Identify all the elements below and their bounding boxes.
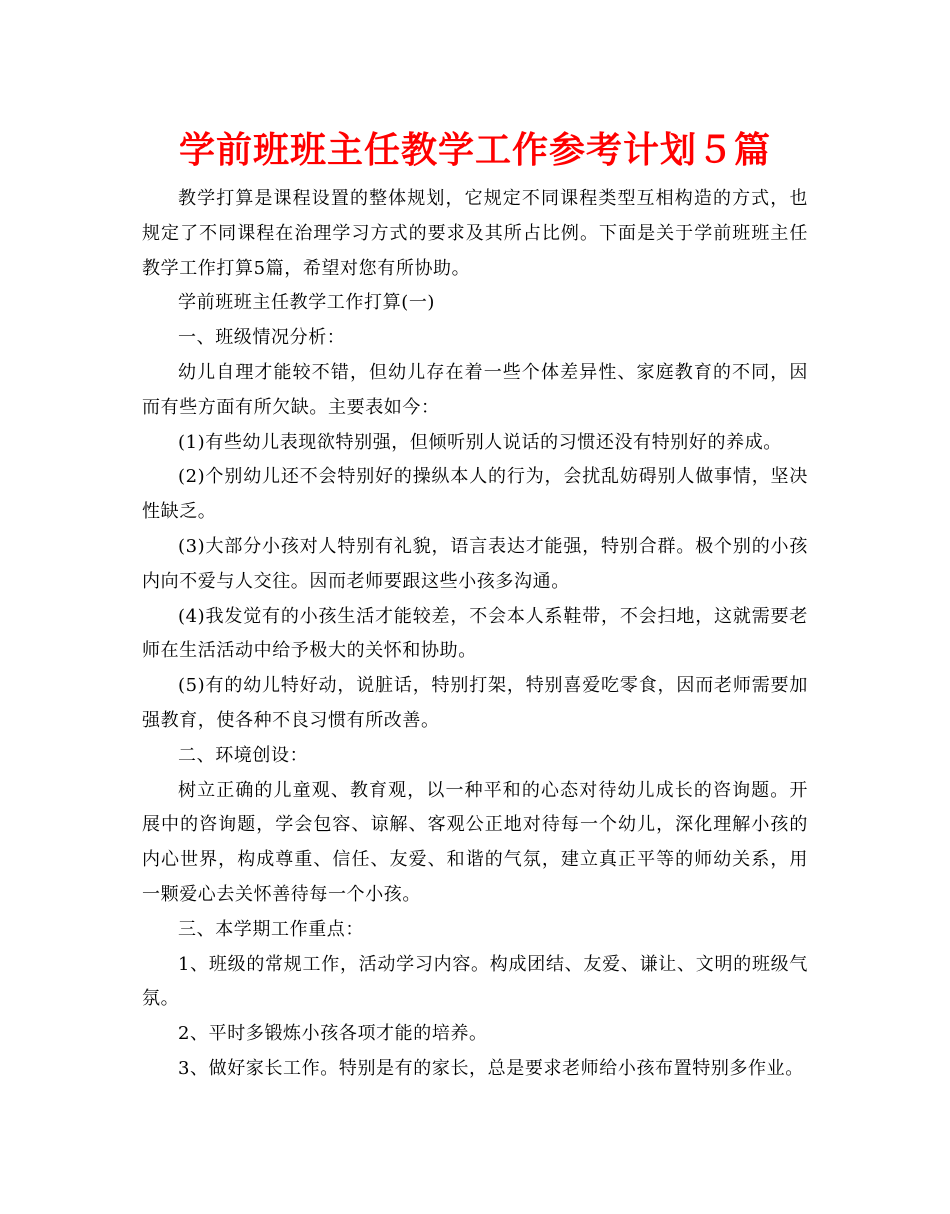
focus-item-3: 3、做好家长工作。特别是有的家长，总是要求老师给小孩布置特别多作业。 <box>178 1057 804 1079</box>
document-body <box>142 182 808 1087</box>
section-heading-environment: 二、环境创设： <box>178 744 309 766</box>
list-item-3: (3)大部分小孩对人特别有礼貌，语言表达才能强，特别合群。极个别的小孩内向不爱与人交往。因而老师要跟这些小孩多沟通。 <box>142 535 808 592</box>
focus-item-2: 2、平时多锻炼小孩各项才能的培养。 <box>178 1023 488 1045</box>
section-heading-focus: 三、本学期工作重点： <box>178 918 364 940</box>
paragraph-class-analysis: 幼儿自理才能较不错，但幼儿存在着一些个体差异性、家庭教育的不同，因而有些方面有所欠缺。主要表如今： <box>142 361 808 418</box>
paragraph-intro: 教学打算是课程设置的整体规划，它规定不同课程类型互相构造的方式，也规定了不同课程在治理学习方式的要求及其所占比例。下面是关于学前班班主任教学工作打算5篇，希望对您有所协助。 <box>142 188 808 279</box>
focus-item-1: 1、班级的常规工作，活动学习内容。构成团结、友爱、谦让、文明的班级气氛。 <box>142 953 808 1010</box>
list-item-4: (4)我发觉有的小孩生活才能较差，不会本人系鞋带，不会扫地，这就需要老师在生活活动中给予极大的关怀和协助。 <box>142 605 808 662</box>
list-item-2: (2)个别幼儿还不会特别好的操纵本人的行为，会扰乱妨碍别人做事情，坚决性缺乏。 <box>142 466 808 523</box>
paragraph-environment: 树立正确的儿童观、教育观，以一种平和的心态对待幼儿成长的咨询题。开展中的咨询题，学会包容、谅解、客观公正地对待每一个幼儿，深化理解小孩的内心世界，构成尊重、信任、友爱、和谐的气氛，建立真正平等的师幼关系，用一颗爱心去关怀善待每一个小孩。 <box>142 779 808 905</box>
list-item-5: (5)有的幼儿特好动，说脏话，特别打架，特别喜爱吃零食，因而老师需要加强教育，使各种不良习惯有所改善。 <box>142 675 808 731</box>
list-item-1: (1)有些幼儿表现欲特别强，但倾听别人说话的习惯还没有特别好的养成。 <box>178 431 782 453</box>
section-heading-plan-one: 学前班班主任教学工作打算(一) <box>178 292 436 314</box>
section-heading-class-analysis: 一、班级情况分析： <box>178 327 346 349</box>
document-title: 学前班班主任教学工作参考计划５篇 <box>178 130 771 171</box>
